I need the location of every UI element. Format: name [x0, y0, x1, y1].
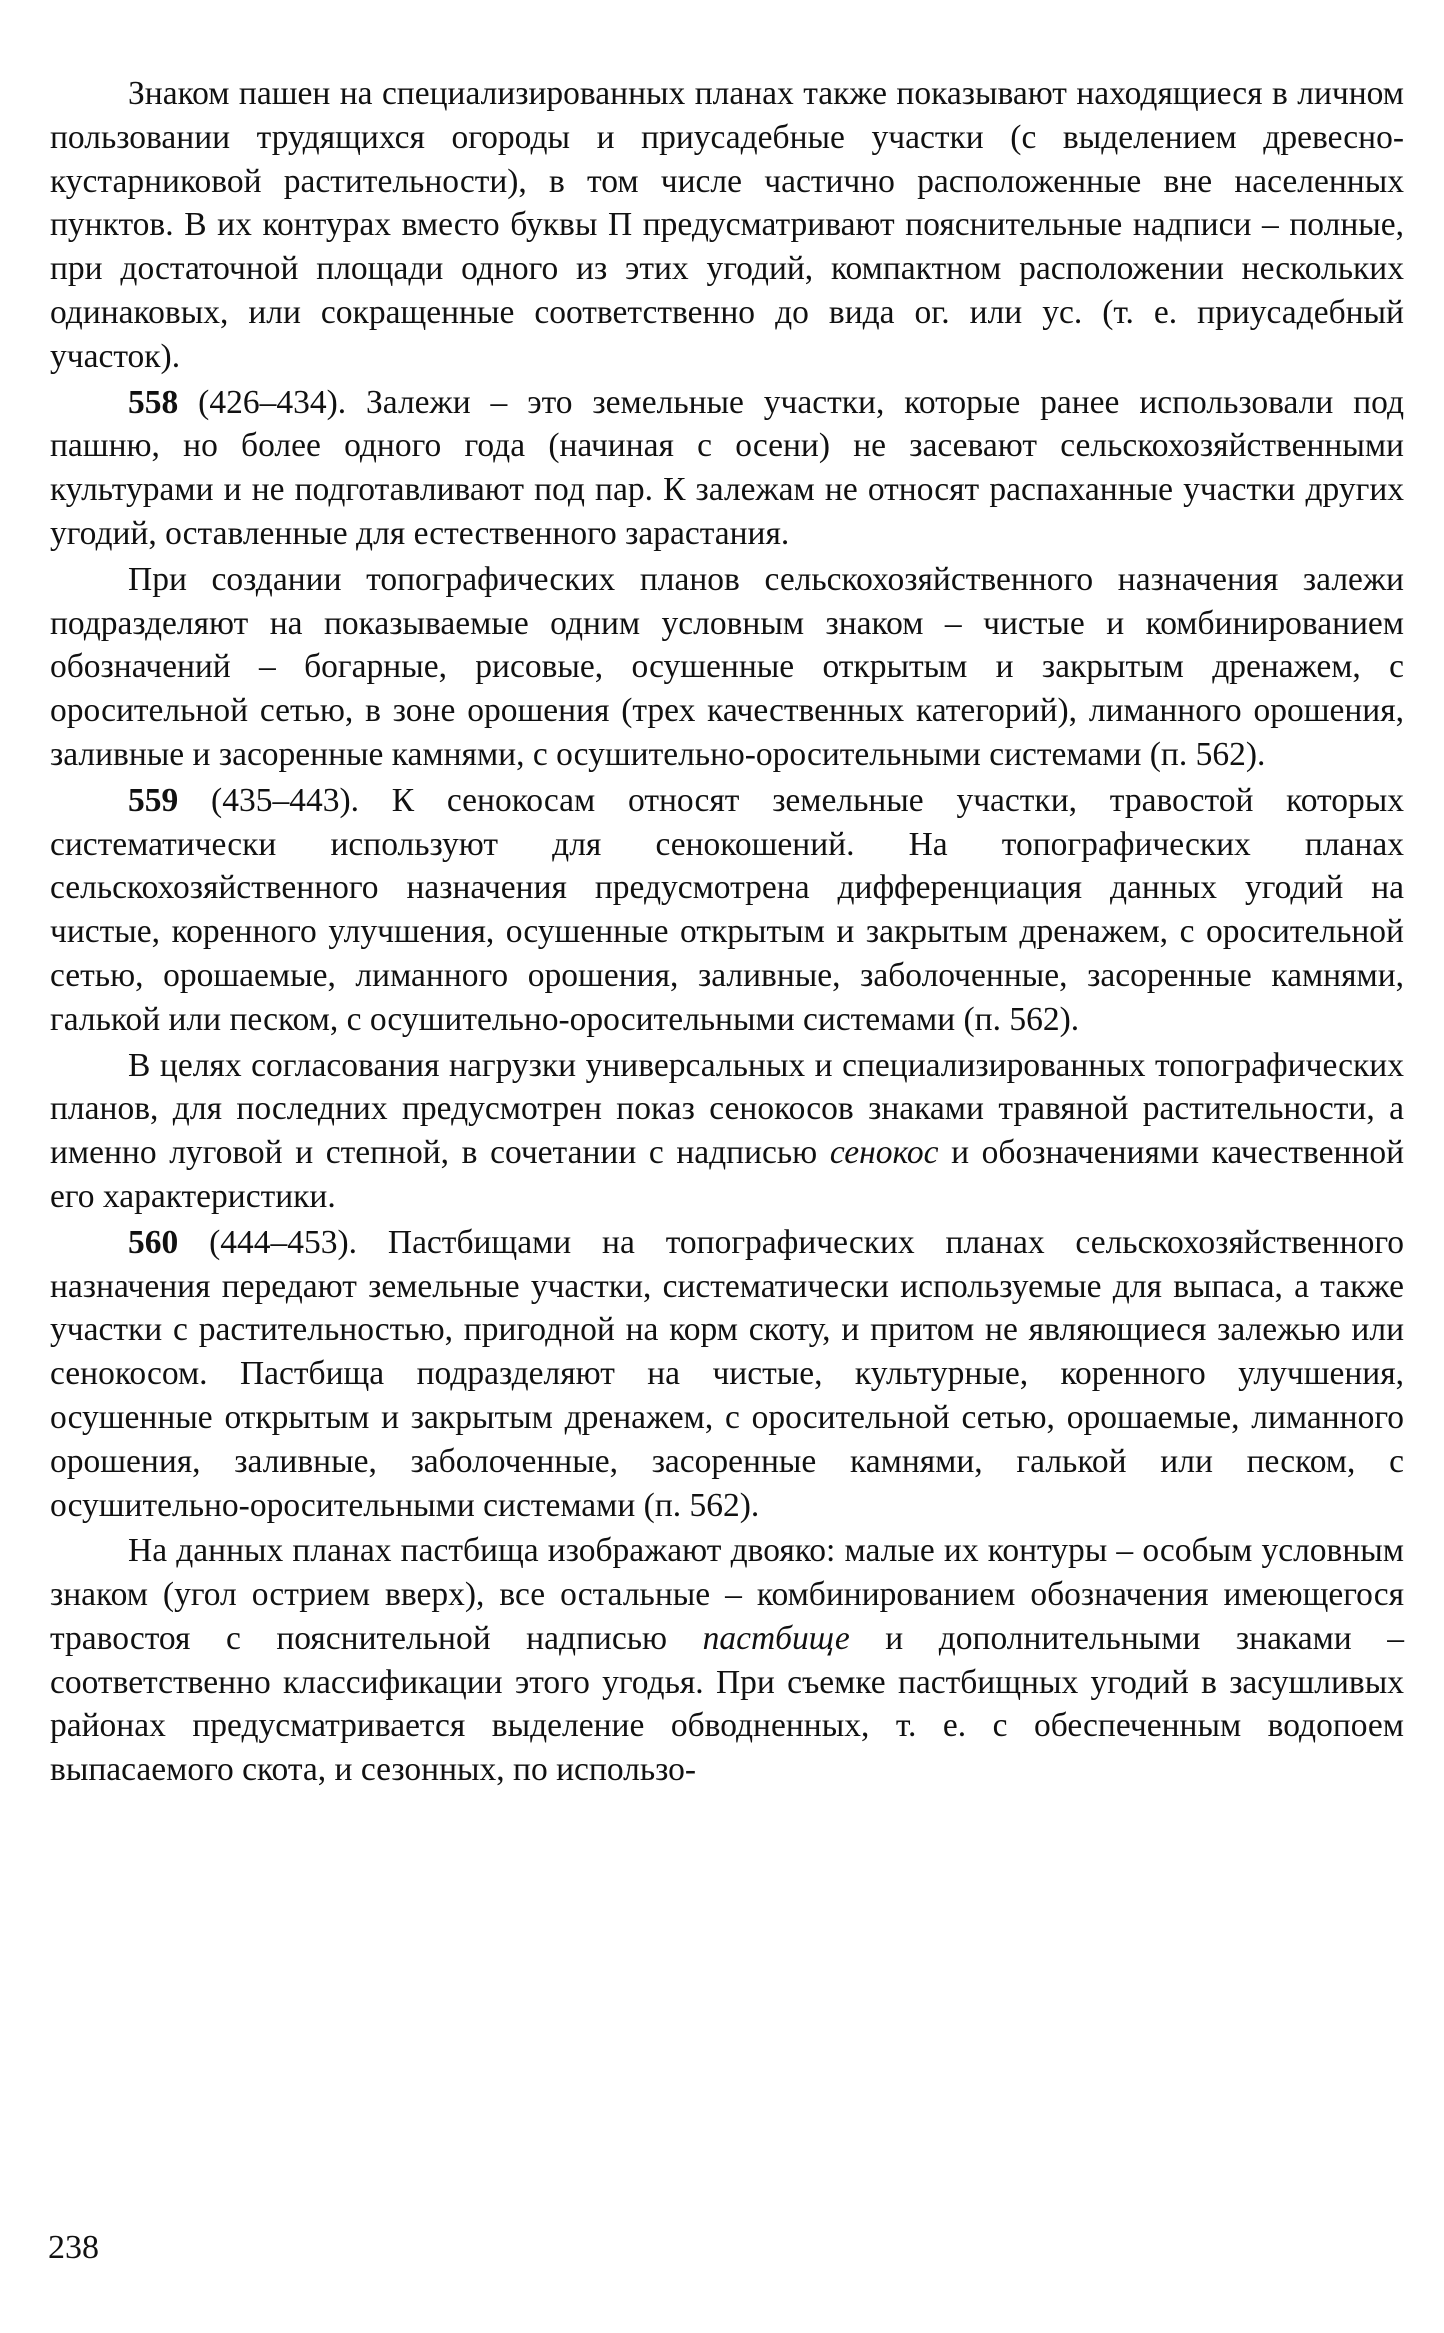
paragraph-pastbishche-text-after: и дополнительными знаками – соответственно классификации этого угодья. При съемке пастбищных угодий в засушливых районах предусматривается выделение обводненных, т. е. с обеспеченным водопоем выпасаемого скота, и сезонных, по использо- — [50, 1619, 1404, 1789]
italic-term-pastbishche: пастбище — [702, 1619, 850, 1657]
italic-term-senokos: сенокос — [829, 1134, 939, 1172]
paragraph-558-text: (426–434). Залежи – это земельные участки, которые ранее использовали под пашню, но более одного года (начиная с осени) не засевают сельскохозяйственными культурами и не подготавливают под пар. К залежам не относят распаханные участки других угодий, оставленные для естественного зарастания. — [50, 383, 1404, 552]
paragraph-senokos-text-before: В целях согласования нагрузки универсальных и специализированных топографических планов, для последних предусмотрен показ сенокосов знаками травяной растительности, а именно луговой и степной, в сочетании с надписью — [50, 1046, 1404, 1172]
paragraph-560-pastbishcha — [50, 1221, 1404, 1528]
paragraph-559-text: (435–443). К сенокосам относят земельные участки, травостой которых систематически используют для сенокошений. На топографических планах сельскохозяйственного назначения предусмотрена дифференциация данных угодий на чистые, коренного улучшения, осушенные открытым и закрытым дренажем, с оросительной сетью, орошаемые, лиманного орошения, заливные, заболоченные, засоренные камнями, галькой или песком, с осушительно-оросительными системами (п. 562). — [50, 781, 1405, 1038]
paragraph-559-senokosy — [50, 779, 1404, 1042]
page-number: 238 — [48, 2229, 99, 2266]
paragraph-pastbishche-depiction — [50, 1529, 1404, 1792]
section-number-560: 560 — [128, 1223, 179, 1261]
paragraph-zalezhi-classification: При создании топографических планов сельскохозяйственного назначения залежи подразделяют на показываемые одним условным знаком – чистые и комбинированием обозначений – богарные, рисовые, осушенные открытым и закрытым дренажем, с оросительной сетью, в зоне орошения (трех качественных категорий), лиманного орошения, заливные и засоренные камнями, с осушительно-оросительными системами (п. 562). — [50, 560, 1404, 773]
paragraph-pastbishche-text-before: На данных планах пастбища изображают двояко: малые их контуры – особым условным знаком (угол острием вверх), все остальные – комбинированием обозначения имеющегося травостоя с пояснительной надписью — [50, 1532, 1404, 1657]
paragraph-senokos-text-after: и обозначениями качественной его характеристики. — [50, 1134, 1404, 1215]
paragraph-senokos-marking — [50, 1044, 1404, 1219]
section-number-559: 559 — [128, 781, 179, 819]
paragraph-558-zalezhi — [50, 381, 1404, 556]
paragraph-560-text: (444–453). Пастбищами на топографических планах сельскохозяйственного назначения передают земельные участки, систематически используемые для выпаса, а также участки с растительностью, пригодной на корм скоту, и притом не являющиеся залежью или сенокосом. Пастбища подразделяют на чистые, культурные, коренного улучшения, осушенные открытым и закрытым дренажем, с оросительной сетью, орошаемые, лиманного орошения, заливные, заболоченные, засоренные камнями, галькой или песком, с осушительно-оросительными системами (п. 562). — [50, 1223, 1404, 1524]
paragraph-ogorody: Знаком пашен на специализированных планах также показывают находящиеся в личном пользовании трудящихся огороды и приусадебные участки (с выделением древесно-кустарниковой растительности), в том числе частично расположенные вне населенных пунктов. В их контурах вместо буквы П предусматривают пояснительные надписи – полные, при достаточной площади одного из этих угодий, компактном расположении нескольких одинаковых, или сокращенные соответственно до вида ог. или ус. (т. е. приусадебный участок). — [50, 75, 1404, 375]
section-number-558: 558 — [128, 383, 179, 421]
